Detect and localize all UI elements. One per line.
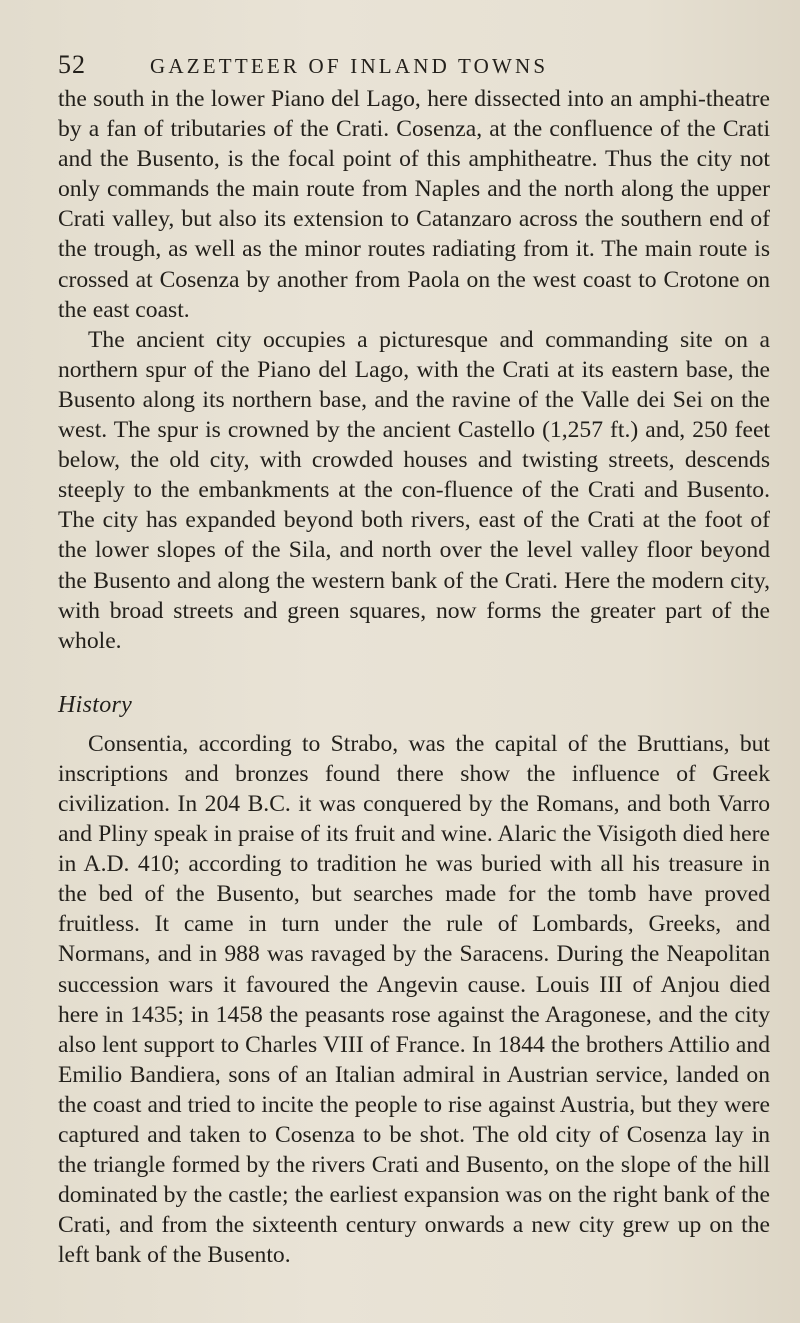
paragraph-history: Consentia, according to Strabo, was the capital of the Bruttians, but inscriptions and bronzes found there show the influence of Greek civilization. In 204 B.C. it was conquered by the Romans, and both Varro and Pliny speak in praise of its fruit and wine. Alaric the Visigoth died here in A.D. 410; according to tradition he was buried with all his treasure in the bed of the Busento, but searches made for the tomb have proved fruitless. It came in turn under the rule of Lombards, Greeks, and Normans, and in 988 was ravaged by the Saracens. During the Neapolitan succession wars it favoured the Angevin cause. Louis III of Anjou died here in 1435; in 1458 the peasants rose against the Aragonese, and the city also lent support to Charles VIII of France. In 1844 the brothers Attilio and Emilio Bandiera, sons of an Italian admiral in Austrian service, landed on the coast and tried to incite the people to rise against Austria, but they were captured and taken to Cosenza to be shot. The old city of Cosenza lay in the triangle formed by the rivers Crati and Busento, on the slope of the hill dominated by the castle; the earliest expansion was on the right bank of the Crati, and from the sixteenth century onwards a new city grew up on the left bank of the Busento. [58, 730, 770, 1269]
running-head [58, 50, 770, 84]
section-heading-history: History [58, 691, 133, 718]
paragraph-intro: the south in the lower Piano del Lago, here dissected into an amphi-theatre by a fan of tributaries of the Crati. Cosenza, at the confluence of the Crati and the Busento, is the focal point of this amphitheatre. Thus the city not only commands the main route from Naples and the north along the upper Crati valley, but also its extension to Catanzaro across the southern end of the trough, as well as the minor routes radiating from it. The main route is crossed at Cosenza by another from Paola on the west coast to Crotone on the east coast. [58, 86, 770, 323]
page-number: 52 [58, 50, 86, 79]
running-title: GAZETTEER OF INLAND TOWNS [150, 54, 549, 78]
paragraph-ancient-city: The ancient city occupies a picturesque and commanding site on a northern spur of the Piano del Lago, with the Crati at its eastern base, the Busento along its northern base, and the ravine of the Valle dei Sei on the west. The spur is crowned by the ancient Castello (1,257 ft.) and, 250 feet below, the old city, with crowded houses and twisting streets, descends steeply to the embankments at the con-fluence of the Crati and Busento. The city has expanded beyond both rivers, east of the Crati at the foot of the lower slopes of the Sila, and north over the level valley floor beyond the Busento and along the western bank of the Crati. Here the modern city, with broad streets and green squares, now forms the greater part of the whole. [58, 326, 770, 654]
